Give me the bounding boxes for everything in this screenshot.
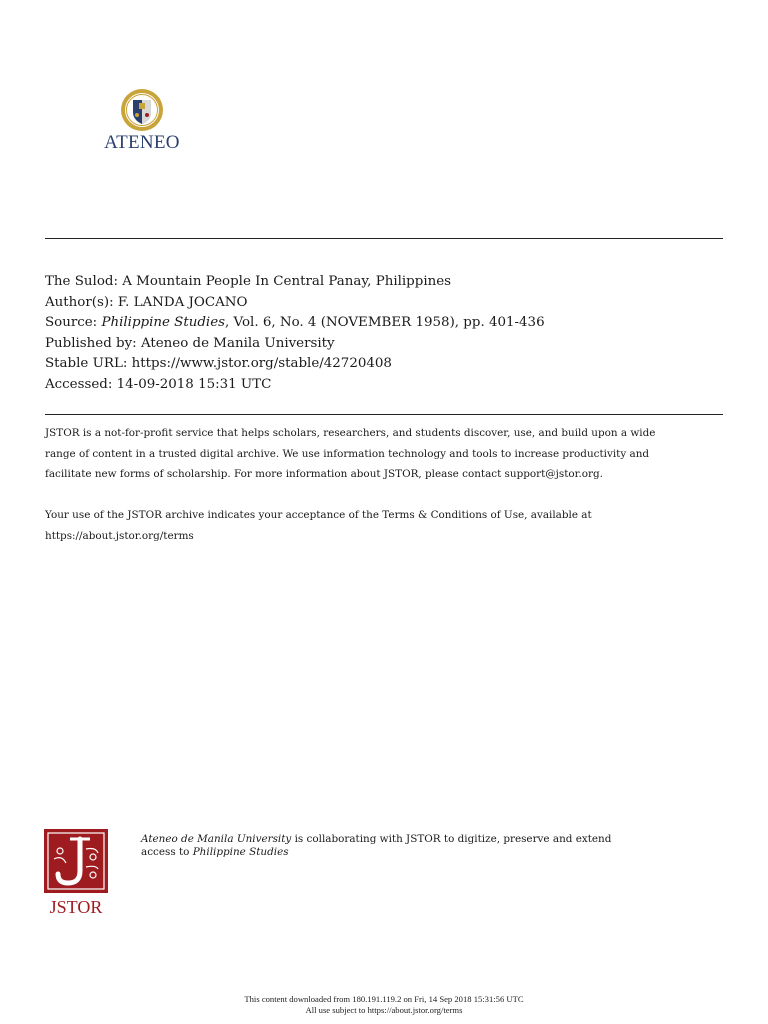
source-details: , Vol. 6, No. 4 (NOVEMBER 1958), pp. 401-436 — [225, 315, 545, 330]
ateneo-logo — [100, 88, 184, 158]
publisher-value: Ateneo de Manila University — [140, 335, 335, 351]
authors-value: F. LANDA JOCANO — [117, 294, 248, 310]
notice-line: range of content in a trusted digital archive. We use information technology and tools to increase productivity and — [45, 447, 650, 460]
footer-terms-line: All use subject to https://about.jstor.org/terms — [305, 1005, 463, 1015]
middle-divider — [45, 414, 723, 415]
publisher-line — [45, 334, 735, 355]
accessed-label: Accessed: — [45, 376, 113, 392]
stable-url-label: Stable URL: — [45, 356, 128, 371]
stable-url-line — [45, 354, 735, 375]
terms-link[interactable]: https://about.jstor.org/terms — [45, 529, 194, 542]
notice-line: facilitate new forms of scholarship. For more information about JSTOR, please contact support@jstor.org. — [45, 468, 603, 480]
authors-line — [45, 293, 735, 314]
top-divider — [45, 238, 723, 239]
jstor-wordmark: JSTOR — [49, 897, 103, 917]
authors-label: Author(s): — [45, 294, 114, 310]
source-line — [45, 313, 735, 334]
collab-text: is collaborating with JSTOR to digitize, preserve and extend — [291, 833, 612, 845]
ateneo-wordmark: ATENEO — [104, 132, 180, 153]
terms-notice-line: Your use of the JSTOR archive indicates your acceptance of the Terms & Conditions of Use, available at — [45, 509, 592, 521]
collaboration-statement — [141, 833, 741, 859]
article-title: The Sulod: A Mountain People In Central Panay, Philippines — [45, 274, 452, 289]
accessed-line — [45, 375, 735, 396]
publisher-label: Published by: — [45, 335, 137, 351]
jstor-emblem-icon — [44, 829, 108, 893]
stable-url-link[interactable]: https://www.jstor.org/stable/42720408 — [131, 356, 392, 371]
citation-block — [45, 272, 735, 395]
jstor-notice — [45, 423, 735, 546]
collab-text: access to — [141, 846, 193, 858]
journal-name: Philippine Studies — [192, 846, 289, 858]
collab-line-1 — [141, 833, 741, 846]
ateneo-seal-icon — [120, 88, 164, 132]
footer-download-line: This content downloaded from 180.191.119.2 on Fri, 14 Sep 2018 15:31:56 UTC — [244, 994, 524, 1004]
jstor-logo — [44, 829, 108, 921]
source-label: Source: — [45, 315, 98, 330]
collab-line-2 — [141, 846, 741, 859]
accessed-value: 14-09-2018 15:31 UTC — [116, 376, 272, 392]
notice-line: JSTOR is a not-for-profit service that helps scholars, researchers, and students discover, use, and build upon a wide — [45, 427, 656, 439]
source-journal: Philippine Studies — [101, 315, 226, 330]
download-footer — [0, 994, 768, 1016]
institution-name: Ateneo de Manila University — [141, 833, 292, 845]
